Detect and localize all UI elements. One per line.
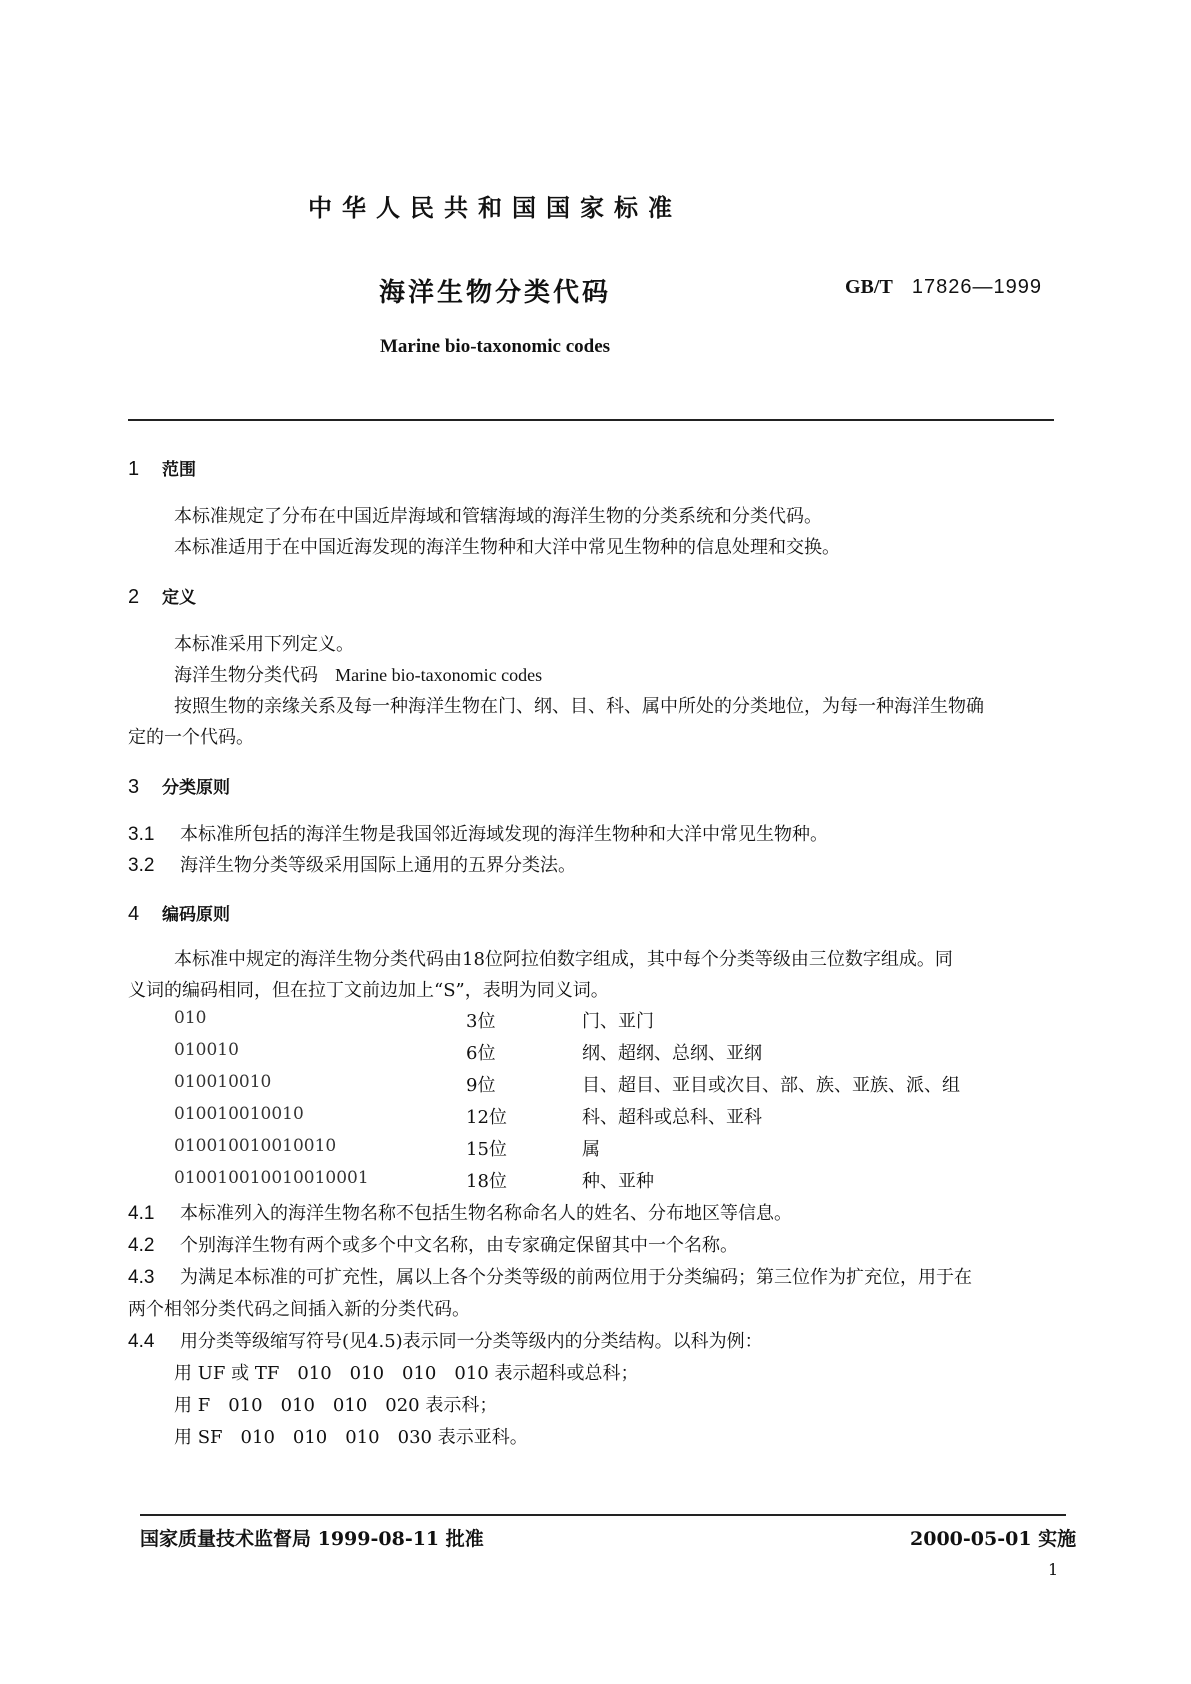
section-3-number: 3	[128, 776, 140, 798]
table-cell-code: 010010010	[174, 1072, 272, 1092]
document-title-cn: 海洋生物分类代码	[378, 278, 611, 308]
table-cell-levels: 目、超目、亚目或次目、部、族、亚族、派、组	[582, 1075, 960, 1096]
table-cell-levels: 种、亚种	[582, 1171, 654, 1192]
section-4-paragraph-line-1: 本标准中规定的海洋生物分类代码由18位阿拉伯数字组成，其中每个分类等级由三位数字组成。同	[174, 949, 953, 970]
example-line-1: 用 UF 或 TF 010 010 010 010 表示超科或总科；	[174, 1363, 639, 1384]
clause-3-2	[128, 851, 576, 877]
clause-4-3	[128, 1263, 972, 1289]
national-standard-heading: 中华人民共和国国家标准	[308, 193, 682, 222]
clause-4-3-number: 4.3	[128, 1267, 155, 1288]
clause-4-1-text: 本标准列入的海洋生物名称不包括生物名称命名人的姓名、分布地区等信息。	[180, 1203, 792, 1224]
footer-divider	[140, 1514, 1066, 1516]
section-1-number: 1	[128, 458, 140, 480]
page-number: 1	[1048, 1560, 1059, 1579]
clause-4-4-number: 4.4	[128, 1331, 155, 1352]
section-3-title: 分类原则	[162, 778, 230, 798]
clause-4-2-text: 个别海洋生物有两个或多个中文名称，由专家确定保留其中一个名称。	[180, 1235, 738, 1256]
clause-4-2-number: 4.2	[128, 1235, 155, 1256]
definition-term-cn: 海洋生物分类代码	[174, 665, 318, 686]
table-cell-digits: 15位	[466, 1139, 507, 1160]
definition-text-line-1: 按照生物的亲缘关系及每一种海洋生物在门、纲、目、科、属中所处的分类地位，为每一种海洋生物确	[174, 696, 984, 717]
table-cell-digits: 3位	[466, 1011, 496, 1032]
clause-4-3-text-line-2: 两个相邻分类代码之间插入新的分类代码。	[128, 1299, 470, 1320]
clause-4-3-text-line-1: 为满足本标准的可扩充性，属以上各个分类等级的前两位用于分类编码；第三位作为扩充位，用于在	[180, 1267, 972, 1288]
table-cell-digits: 12位	[466, 1107, 507, 1128]
table-cell-code: 010010010010010001	[174, 1168, 369, 1188]
definition-text-line-2: 定的一个代码。	[128, 727, 254, 748]
table-cell-levels: 科、超科或总科、亚科	[582, 1107, 762, 1128]
section-1-title: 范围	[162, 460, 196, 480]
section-2-paragraph-1: 本标准采用下列定义。	[174, 634, 354, 655]
table-cell-digits: 18位	[466, 1171, 507, 1192]
definition-term-en: Marine bio-taxonomic codes	[335, 665, 543, 685]
section-1-paragraph-1: 本标准规定了分布在中国近岸海域和管辖海域的海洋生物的分类系统和分类代码。	[174, 506, 822, 527]
clause-4-4-text: 用分类等级缩写符号(见4.5)表示同一分类等级内的分类结构。以科为例：	[180, 1331, 763, 1352]
section-2-number: 2	[128, 586, 140, 608]
definition-term	[174, 661, 542, 687]
clause-3-1	[128, 820, 828, 846]
table-cell-levels: 纲、超纲、总纲、亚纲	[582, 1043, 762, 1064]
table-cell-digits: 6位	[466, 1043, 496, 1064]
section-2-heading	[128, 583, 196, 609]
standard-code-prefix: GB/T	[845, 276, 893, 298]
clause-4-2	[128, 1231, 738, 1257]
clause-3-2-text: 海洋生物分类等级采用国际上通用的五界分类法。	[180, 855, 576, 876]
clause-4-4	[128, 1327, 763, 1353]
section-4-title: 编码原则	[162, 905, 230, 925]
clause-4-1-number: 4.1	[128, 1203, 155, 1224]
section-1-heading	[128, 455, 196, 481]
example-line-3: 用 SF 010 010 010 030 表示亚科。	[174, 1427, 528, 1448]
standard-code	[845, 274, 1042, 299]
clause-3-1-text: 本标准所包括的海洋生物是我国邻近海域发现的海洋生物种和大洋中常见生物种。	[180, 824, 828, 845]
section-2-title: 定义	[162, 588, 196, 608]
table-cell-code: 010010010010010	[174, 1136, 337, 1156]
clause-3-1-number: 3.1	[128, 824, 155, 845]
section-4-heading	[128, 900, 230, 926]
table-cell-levels: 门、亚门	[582, 1011, 654, 1032]
standard-code-number: 17826—1999	[911, 276, 1042, 298]
section-1-paragraph-2: 本标准适用于在中国近海发现的海洋生物种和大洋中常见生物种的信息处理和交换。	[174, 537, 840, 558]
clause-3-2-number: 3.2	[128, 855, 155, 876]
header-divider	[128, 419, 1054, 421]
table-cell-code: 010	[174, 1008, 207, 1028]
example-line-2: 用 F 010 010 010 020 表示科；	[174, 1395, 498, 1416]
document-title-en: Marine bio-taxonomic codes	[379, 336, 611, 357]
section-4-paragraph-line-2: 义词的编码相同，但在拉丁文前边加上“S”，表明为同义词。	[128, 980, 609, 1001]
section-3-heading	[128, 773, 230, 799]
table-cell-code: 010010010010	[174, 1104, 304, 1124]
section-4-number: 4	[128, 903, 140, 925]
table-cell-digits: 9位	[466, 1075, 496, 1096]
table-cell-code: 010010	[174, 1040, 239, 1060]
implementation-date: 2000-05-01 实施	[910, 1528, 1077, 1550]
clause-4-1	[128, 1199, 792, 1225]
table-cell-levels: 属	[582, 1139, 600, 1160]
approval-date: 国家质量技术监督局 1999-08-11 批准	[140, 1528, 484, 1550]
